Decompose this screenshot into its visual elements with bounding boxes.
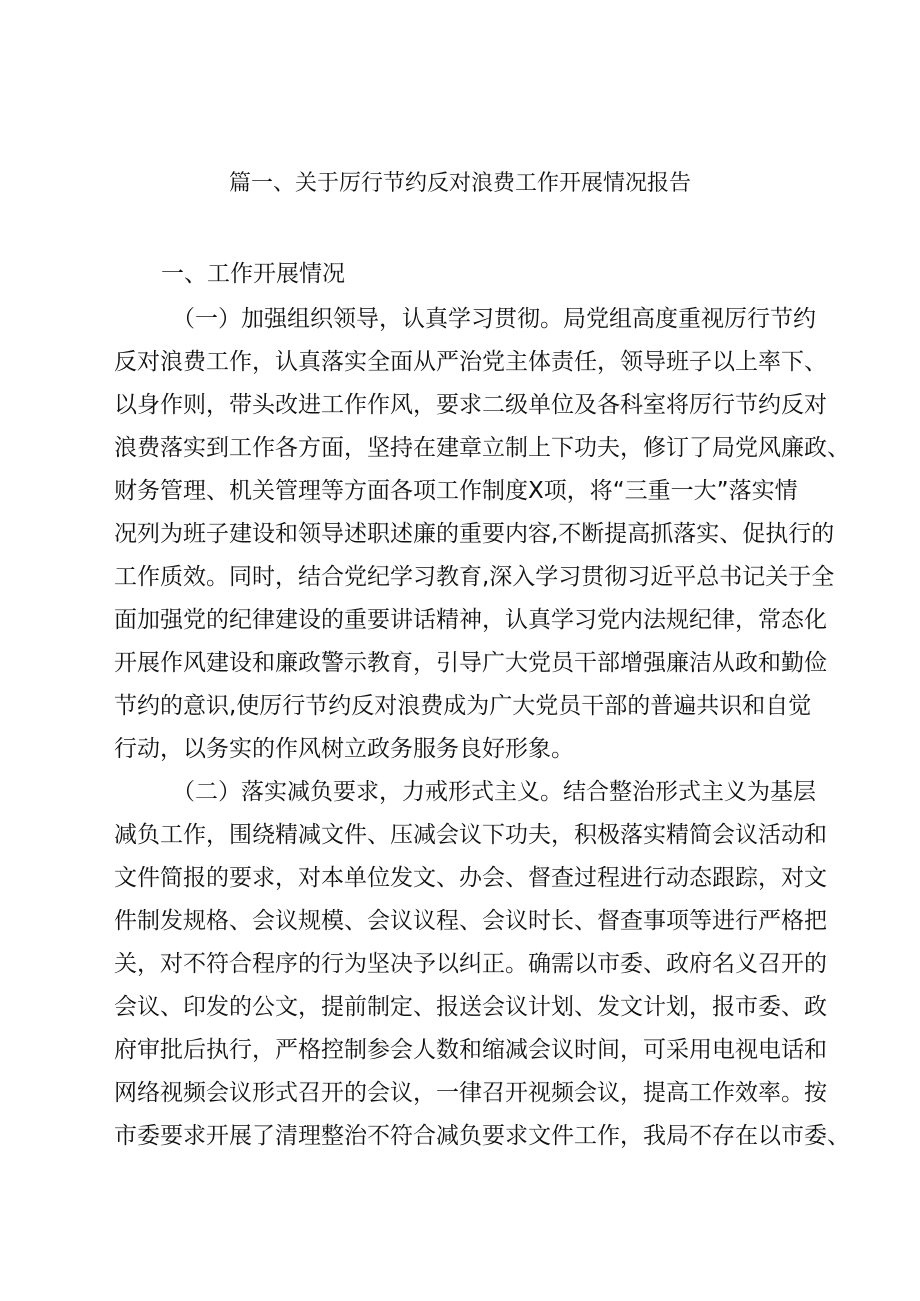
paragraph-1-line: 面加强党的纪律建设的重要讲话精神，认真学习党内法规纪律，常态化: [114, 607, 827, 633]
paragraph-1-line: 浪费落实到工作各方面，坚持在建章立制上下功夫，修订了局党风廉政、: [114, 435, 850, 461]
paragraph-1-line: 反对浪费工作，认真落实全面从严治党主体责任，领导班子以上率下、: [114, 349, 827, 375]
paragraph-1-line: 况列为班子建设和领导述职述廉的重要内容,不断提高抓落实、促执行的: [114, 521, 835, 547]
paragraph-1-line: 行动，以务实的作风树立政务服务良好形象。: [114, 736, 574, 762]
paragraph-2-line: 件制发规格、会议规模、会议议程、会议时长、督查事项等进行严格把: [114, 908, 827, 934]
paragraph-2-line: 市委要求开展了清理整治不符合减负要求文件工作，我局不存在以市委、: [114, 1123, 850, 1149]
paragraph-2-line: 会议、印发的公文，提前制定、报送会议计划、发文计划，报市委、政: [114, 994, 827, 1020]
paragraph-2-line: 府审批后执行，严格控制参会人数和缩减会议时间，可采用电视电话和: [114, 1037, 827, 1063]
paragraph-2-line: 减负工作，围绕精减文件、压减会议下功夫，积极落实精简会议活动和: [114, 822, 827, 848]
section-heading: 一、工作开展情况: [161, 261, 345, 287]
document-title: 篇一、关于厉行节约反对浪费工作开展情况报告: [228, 171, 691, 196]
paragraph-1-line: 节约的意识,使厉行节约反对浪费成为广大党员干部的普遍共识和自觉: [114, 693, 812, 719]
paragraph-1-line: 财务管理、机关管理等方面各项工作制度X项，将“三重一大”落实情: [114, 478, 798, 504]
paragraph-2-line: 文件简报的要求，对本单位发文、办会、督查过程进行动态跟踪，对文: [114, 865, 827, 891]
paragraph-1-line: （一）加强组织领导，认真学习贯彻。局党组高度重视厉行节约: [172, 306, 816, 332]
paragraph-2-line: 关，对不符合程序的行为坚决予以纠正。确需以市委、政府名义召开的: [114, 951, 827, 977]
paragraph-1-line: 工作质效。同时，结合党纪学习教育,深入学习贯彻习近平总书记关于全: [114, 564, 835, 590]
paragraph-2-line: 网络视频会议形式召开的会议，一律召开视频会议，提高工作效率。按: [114, 1080, 827, 1106]
paragraph-1-line: 开展作风建设和廉政警示教育，引导广大党员干部增强廉洁从政和勤俭: [114, 650, 827, 676]
paragraph-2-line: （二）落实减负要求，力戒形式主义。结合整治形式主义为基层: [172, 779, 816, 805]
paragraph-1-line: 以身作则，带头改进工作作风，要求二级单位及各科室将厉行节约反对: [114, 392, 827, 418]
